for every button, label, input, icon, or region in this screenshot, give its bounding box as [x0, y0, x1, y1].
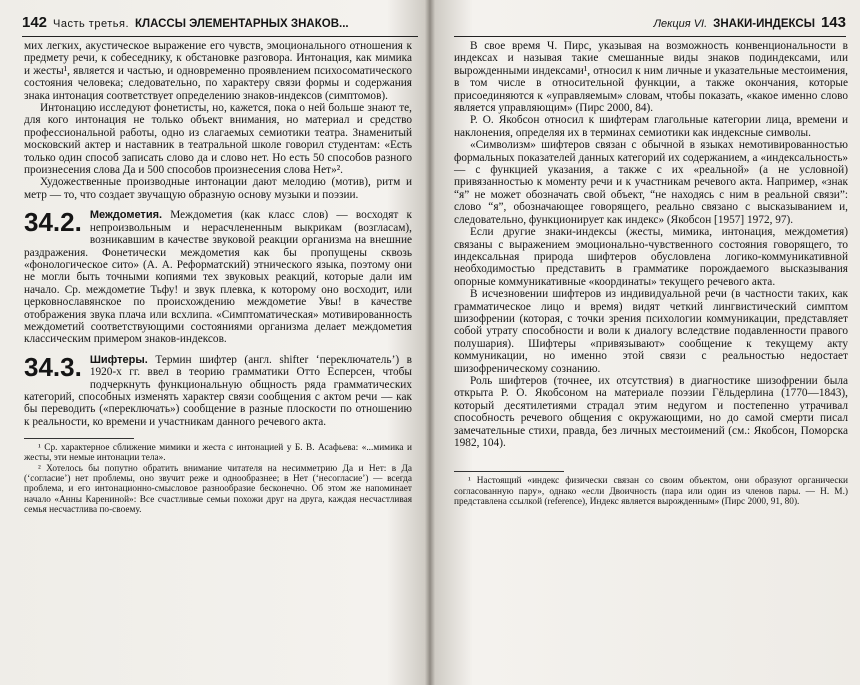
section-paragraph	[24, 209, 412, 345]
part-label: Часть третья.	[53, 18, 129, 30]
section-number: 34.3.	[24, 351, 82, 382]
footnote: ² Хотелось бы попутно обратить внимание читателя на несимметрию Да и Нет: в Да (‘согласие’) нет проблемы, оно звучит реже и однообразнее; в Нет (‘несогласие’) — всегда проблема, и его интонационно-смысловое разнообразие бесконечно. Об этом же напоминает начало «Анны Карениной»: Все счастливые семьи похожи друг на друга, каждая несчастливая семья несчастлива по-своему.	[24, 463, 412, 515]
paragraph: Роль шифтеров (точнее, их отсутствия) в диагностике шизофрении была открыта Р. О. Якобсоном на материале поэзии Гёльдерлина (1770—1843), который десятилетиями страдал этим недугом и постепенно утрачивал способность речевого общения с окружающими, но до самой смерти писал замечательные стихи, правда, без личных местоимений (см.: Якобсон, Поморска 1982, 104).	[454, 374, 848, 449]
paragraph: В свое время Ч. Пирс, указывая на возможность конвенциональности в индексах и называя такие смешанные виды знаков подиндексами, или вырожденными индексами¹, относил к ним личные и указательные местоимения, в том числе в относительной функции, а также окончания, которые присоединяются к «управляемым» словам, чтобы показать, «какое именно слово является управляющим» (Пирс 2000, 84).	[454, 40, 848, 115]
right-body-text	[454, 40, 848, 507]
paragraph: В исчезновении шифтеров из индивидуальной речи (в частности таких, как грамматическое лицо и время) видят четкий лингвистический симптом шизофрении (которая, с точки зрения психологии коммуникации, представляет собой утрату способности и воли к диалогу вследствие подавленности правого полушария). Шифтеры «привязывают» сообщение к текущему акту коммуникации, но именно этой связи с реальностью недостает шизофреническому сознанию.	[454, 288, 848, 375]
running-head-right	[490, 14, 846, 34]
footnote-rule	[24, 438, 134, 439]
section-title: Шифтеры.	[89, 353, 148, 366]
paragraph: Интонацию исследуют фонетисты, но, кажется, пока о ней больше знают те, для кого интонация не только объект внимания, но материал и средство профессиональной работы, одно из слагаемых семиотики театра. Знаменитый московский актер и наставник в театральной школе говорил студентам: «Есть только один способ записать слово да и слово нет. Но есть 50 способов разного произнесения слова Да и 500 способов произнесения слова Нет»².	[24, 102, 412, 177]
running-title: ЗНАКИ-ИНДЕКСЫ	[713, 18, 815, 30]
running-title: КЛАССЫ ЭЛЕМЕНТАРНЫХ ЗНАКОВ...	[135, 18, 349, 30]
page-number: 142	[22, 14, 48, 31]
footnote: ¹ Ср. характерное сближение мимики и жеста с интонацией у Б. В. Асафьева: «...мимика и жесты, эти немые интонации тела».	[24, 443, 412, 464]
paragraph: Если другие знаки-индексы (жесты, мимика, интонация, междометия) связаны с выражением эмоционально-чувственного состояния говорящего, то индексальная природа шифтеров обусловлена логико-коммуникативной необходимостью представить в грамматике порождаемого высказывания опорные коммуникативные «координаты» текущего речевого акта.	[454, 226, 848, 288]
section-text: Междометия (как класс слов) — восходят к непроизвольным и нерасчлененным выкрикам (возгласам), возникавшим в качестве звуковой реакции организма на внешние раздражения. Фонетически междометия как бы пропущены сквозь «фонологическое сито» (А. А. Реформатский) этнического языка, поэтому они не могли быть точными копиями тех звуковых реакций, которые дали им начало. Ср. междометие Тьфу! и звук плевка, к которому оно восходит, или церковнославянское по происхождению междометие Увы! в качестве отображения звука плача или всхлипа. «Симптоматическая» мотивированность междометий соответствующими состояниями организма делает междометия классическим примером знаков-индексов.	[24, 209, 412, 346]
section-34-2	[24, 209, 412, 345]
paragraph: «Символизм» шифтеров связан с обычной в языках немотивированностью формальных показателей данных категорий их содержанием, а «индексальность» — с функцией указания, а также с их «реальной» (а не условной) привязанностью к моменту речи и к участникам речевого акта. Например, «знак “я” не может обозначать свой объект, “не находясь с ним в реальной связи”: слово “я”, обозначающее говорящего, реально связано с высказыванием и, следовательно, функционирует как индекс» (Якобсон [1957] 1972, 97).	[454, 139, 848, 226]
left-body-text	[24, 40, 412, 515]
footnote: ¹ Настоящий «индекс физически связан со своим объектом, они образуют органически согласованную пару», однако «если Двоичность (пара или один из членов пары. — Н. М.) представлена ссылкой (reference), Индекс является вырожденным» (Пирс 2000, 91, 80).	[454, 476, 848, 507]
lecture-label: Лекция VI.	[653, 18, 708, 30]
running-head-left	[22, 14, 418, 34]
right-page	[432, 0, 860, 685]
left-page	[0, 0, 428, 685]
section-text: Термин шифтер (англ. shifter ‘переключатель’) в 1920-х гг. ввел в теорию грамматики Отто Есперсен, чтобы подчеркнуть функциональную общность ряда грамматических категорий, способных изменять характер связи сообщения с актом речи — как бы переводить («переключать») сообщение в разные плоскости по отношению к реальности, ко времени и участникам данного речевого акта.	[24, 353, 413, 428]
footnotes-left	[24, 443, 412, 515]
footnote-rule	[454, 471, 564, 472]
paragraph: мих легких, акустическое выражение его чувств, эмоционального отношения к предмету речи, к собеседнику, к обстановке разговора. Интонация, как мимика и жесты¹, является и частью, и одновременно проявлением психосоматического состояния человека; следовательно, по характеру связи формы и содержания знака интонация соответствует определению знаков-индексов (симптомов).	[24, 40, 412, 102]
section-34-3	[24, 351, 413, 428]
paragraph: Художественные производные интонации дают мелодию (мотив), ритм и метр — то, что создает звучащую образную основу музыки и поэзии.	[24, 176, 412, 201]
section-paragraph	[24, 351, 413, 428]
header-rule	[454, 36, 846, 37]
page-number: 143	[820, 14, 846, 31]
footnotes-right	[454, 476, 848, 507]
section-number: 34.2.	[24, 207, 82, 238]
paragraph: Р. О. Якобсон относил к шифтерам глагольные категории лица, времени и наклонения, определяя их в терминах семиотики как индексные символы.	[454, 114, 848, 139]
section-title: Междометия.	[89, 209, 163, 222]
header-rule	[22, 36, 418, 37]
